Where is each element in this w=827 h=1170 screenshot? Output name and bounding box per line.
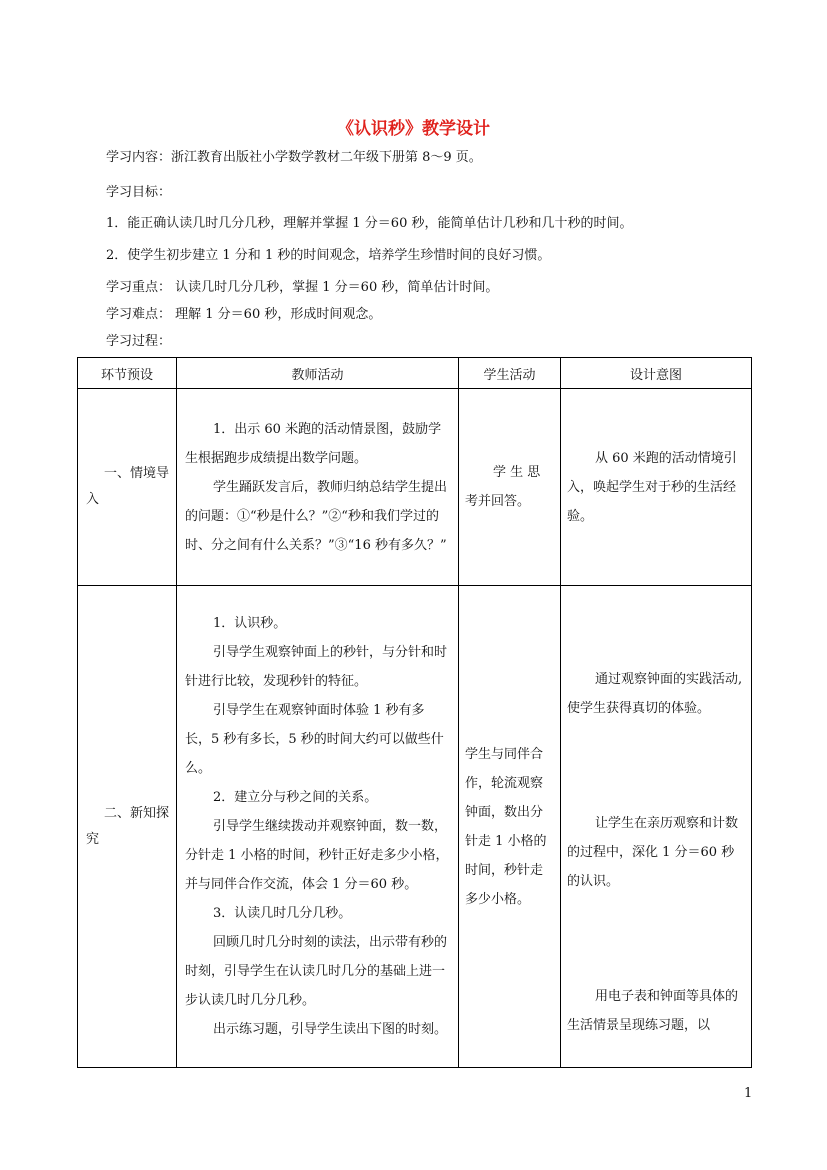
teacher-paragraph: 1．认识秒。 [213, 616, 287, 631]
teacher-paragraph: 引导学生在观察钟面时体验 1 秒有多长，5 秒有多长，5 秒的时间大约可以做些什么。 [185, 703, 444, 776]
table-row [78, 389, 752, 586]
objective-2: 2．使学生初步建立 1 分和 1 秒的时间观念，培养学生珍惜时间的良好习惯。 [106, 248, 551, 263]
teacher-paragraph: 引导学生继续拨动并观察钟面，数一数，分针走 1 小格的时间，秒针正好走多少小格，并与同伴合作交流，体会 1 分＝60 秒。 [185, 819, 449, 892]
phase-cell: 一、情境导入 [78, 389, 177, 586]
teacher-cell [177, 586, 459, 1068]
design-paragraph: 通过观察钟面的实践活动,使学生获得真切的体验。 [567, 672, 743, 716]
objective-1: 1．能正确认读几时几分几秒，理解并掌握 1 分＝60 秒，能简单估计几秒和几十秒的时间。 [106, 216, 633, 231]
student-cell: 学 生 思 考并回答。 [459, 389, 561, 586]
teacher-paragraph: 2．建立分与秒之间的关系。 [213, 790, 378, 805]
student-paragraph: 学生与同伴合作，轮流观察钟面，数出分针走 1 小格的时间，秒针走多少小格。 [465, 746, 547, 907]
header-design: 设计意图 [561, 358, 752, 389]
document-title: 《认识秒》教学设计 [337, 119, 490, 139]
phase-cell: 二、新知探究 [78, 586, 177, 1068]
lesson-table [77, 357, 752, 1068]
teacher-paragraph: 1．出示 60 米跑的活动情景图，鼓励学生根据跑步成绩提出数学问题。 [185, 421, 442, 466]
header-student: 学生活动 [459, 358, 561, 389]
design-cell [561, 586, 752, 1068]
design-spacer [567, 723, 745, 809]
teacher-paragraph: 学生踊跃发言后，教师归纳总结学生提出的问题：①“秒是什么？”②“秒和我们学过的时、分之间有什么关系？”③“16 秒有多久？” [185, 479, 448, 553]
learning-content: 学习内容：浙江教育出版社小学数学教材二年级下册第 8～9 页。 [106, 150, 482, 165]
teacher-paragraph: 出示练习题，引导学生读出下图的时刻。 [213, 1022, 448, 1037]
student-cell [459, 586, 561, 1068]
design-paragraph: 让学生在亲历观察和计数的过程中，深化 1 分＝60 秒的认识。 [567, 816, 739, 889]
page-number: 1 [744, 1086, 753, 1101]
header-phase: 环节预设 [78, 358, 177, 389]
objectives-label: 学习目标： [106, 185, 172, 200]
design-cell [561, 389, 752, 586]
difficulties: 学习难点： 理解 1 分＝60 秒，形成时间观念。 [106, 307, 382, 322]
teacher-cell [177, 389, 459, 586]
header-teacher: 教师活动 [177, 358, 459, 389]
design-paragraph: 从 60 米跑的活动情境引入，唤起学生对于秒的生活经验。 [567, 450, 737, 524]
teacher-paragraph: 3．认读几时几分几秒。 [213, 906, 352, 921]
table-header-row [78, 358, 752, 389]
teacher-paragraph: 引导学生观察钟面上的秒针，与分针和时针进行比较，发现秒针的特征。 [185, 645, 448, 689]
process-label: 学习过程： [106, 334, 172, 349]
key-points: 学习重点： 认读几时几分几秒，掌握 1 分＝60 秒，简单估计时间。 [106, 280, 499, 295]
teacher-paragraph: 回顾几时几分时刻的读法，出示带有秒的时刻，引导学生在认读几时几分的基础上进一步认读几时几分几秒。 [185, 935, 448, 1008]
design-paragraph: 用电子表和钟面等具体的生活情景呈现练习题，以 [567, 989, 739, 1033]
table-row [78, 586, 752, 1068]
design-spacer [567, 896, 745, 982]
